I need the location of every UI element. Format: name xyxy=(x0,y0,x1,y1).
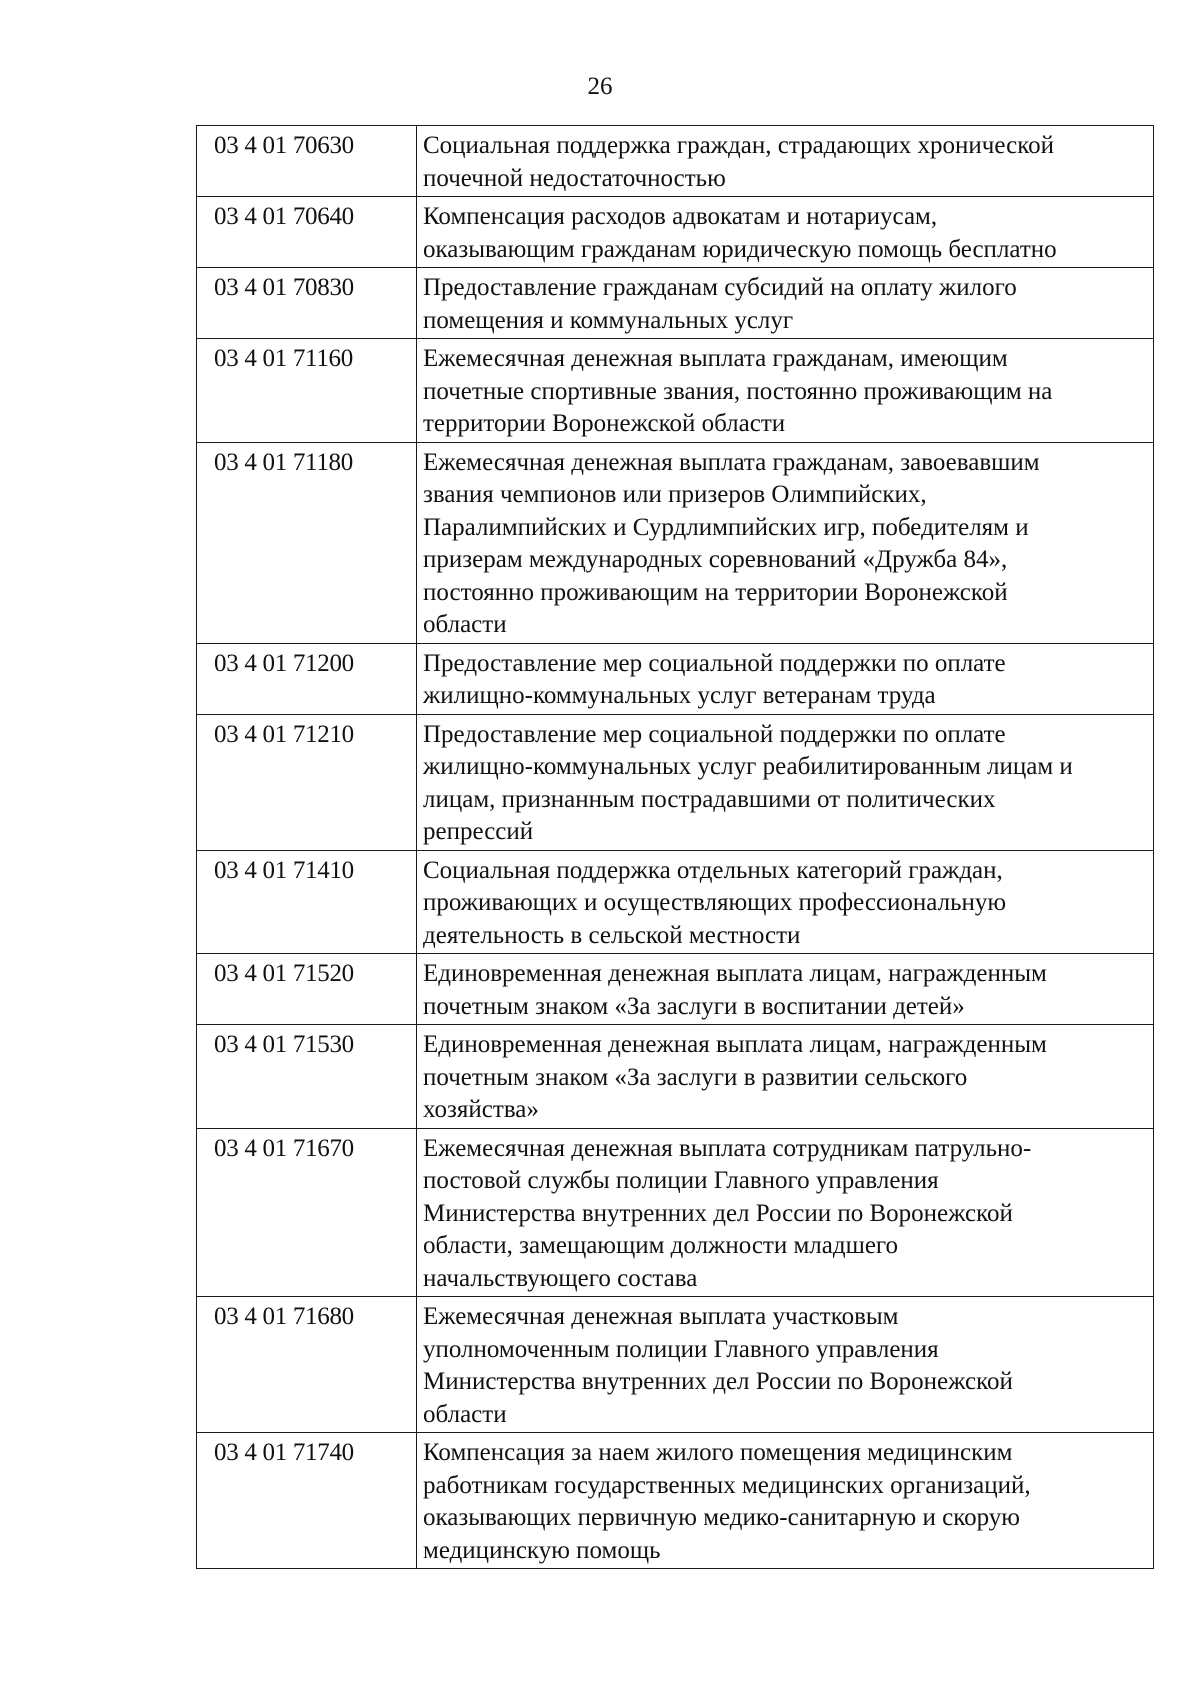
description-line: Единовременная денежная выплата лицам, награжденным xyxy=(423,960,1047,987)
table-row xyxy=(197,126,1154,197)
description-line: Ежемесячная денежная выплата гражданам, завоевавшим xyxy=(423,448,1040,476)
description-line: почечной недостаточностью xyxy=(423,164,726,192)
description-line: жилищно-коммунальных услуг реабилитированным лицам и xyxy=(423,753,1073,780)
description-line: Ежемесячная денежная выплата гражданам, имеющим xyxy=(423,345,1008,372)
description-cell xyxy=(417,954,1154,1025)
description-line: Предоставление мер социальной поддержки по оплате xyxy=(423,720,1006,748)
description-cell xyxy=(417,126,1154,197)
description-line: Единовременная денежная выплата лицам, награжденным xyxy=(423,1031,1047,1058)
budget-code-cell: 03 4 01 71410 xyxy=(197,850,417,954)
description-line: начальствующего состава xyxy=(423,1264,698,1292)
budget-code-cell: 03 4 01 70640 xyxy=(197,197,417,268)
description-line: репрессий xyxy=(423,818,534,845)
description-line: области xyxy=(423,611,507,638)
description-line: проживающих и осуществляющих профессиональную xyxy=(423,889,1007,916)
table-row xyxy=(197,1297,1154,1433)
description-line: Социальная поддержка отдельных категорий граждан, xyxy=(423,856,1003,884)
budget-code-cell: 03 4 01 70630 xyxy=(197,126,417,197)
description-line: Компенсация за наем жилого помещения медицинским xyxy=(423,1439,1013,1466)
description-cell xyxy=(417,1433,1154,1569)
description-line: оказывающих первичную медико-санитарную и скорую xyxy=(423,1504,1020,1531)
description-cell xyxy=(417,850,1154,954)
description-cell xyxy=(417,197,1154,268)
description-line: постовой службы полиции Главного управления xyxy=(423,1167,939,1194)
description-cell xyxy=(417,442,1154,643)
table-row xyxy=(197,268,1154,339)
description-line: уполномоченным полиции Главного управления xyxy=(423,1335,939,1363)
budget-code-cell: 03 4 01 71210 xyxy=(197,714,417,850)
description-line: Министерства внутренних дел России по Воронежской xyxy=(423,1368,1013,1395)
description-cell xyxy=(417,714,1154,850)
description-line: области, замещающим должности младшего xyxy=(423,1232,899,1259)
description-cell xyxy=(417,268,1154,339)
description-line: почетным знаком «За заслуги в воспитании детей» xyxy=(423,992,965,1020)
budget-code-cell: 03 4 01 71530 xyxy=(197,1025,417,1129)
table-row xyxy=(197,197,1154,268)
description-cell xyxy=(417,1128,1154,1297)
budget-code-cell: 03 4 01 71670 xyxy=(197,1128,417,1297)
description-line: работникам государственных медицинских организаций, xyxy=(423,1471,1031,1499)
description-line: лицам, признанным пострадавшими от политических xyxy=(423,785,996,813)
description-line: жилищно-коммунальных услуг ветеранам труда xyxy=(423,682,936,709)
table-row xyxy=(197,643,1154,714)
description-cell xyxy=(417,1025,1154,1129)
description-line: Ежемесячная денежная выплата сотрудникам патрульно- xyxy=(423,1134,1032,1162)
budget-code-cell: 03 4 01 71740 xyxy=(197,1433,417,1569)
table-row xyxy=(197,714,1154,850)
table-row xyxy=(197,339,1154,443)
description-line: хозяйства» xyxy=(423,1096,539,1123)
description-line: оказывающим гражданам юридическую помощь бесплатно xyxy=(423,235,1057,263)
description-line: почетным знаком «За заслуги в развитии сельского xyxy=(423,1063,968,1091)
description-line: Предоставление мер социальной поддержки по оплате xyxy=(423,649,1006,677)
description-line: призерам международных соревнований «Дружба 84», xyxy=(423,546,1008,573)
description-line: помещения и коммунальных услуг xyxy=(423,306,794,334)
table-row xyxy=(197,442,1154,643)
description-cell xyxy=(417,339,1154,443)
budget-code-cell: 03 4 01 71680 xyxy=(197,1297,417,1433)
description-line: области xyxy=(423,1400,507,1428)
description-line: Компенсация расходов адвокатам и нотариусам, xyxy=(423,203,938,230)
budget-code-cell: 03 4 01 70830 xyxy=(197,268,417,339)
table-body xyxy=(197,126,1154,1569)
description-line: Ежемесячная денежная выплата участковым xyxy=(423,1303,899,1330)
description-line: Социальная поддержка граждан, страдающих хронической xyxy=(423,132,1054,159)
description-line: звания чемпионов или призеров Олимпийских, xyxy=(423,481,927,508)
description-line: постоянно проживающим на территории Воронежской xyxy=(423,578,1008,606)
description-line: деятельность в сельской местности xyxy=(423,921,801,949)
description-cell xyxy=(417,1297,1154,1433)
table-row xyxy=(197,1433,1154,1569)
description-line: Паралимпийских и Сурдлимпийских игр, победителям и xyxy=(423,513,1029,541)
description-line: почетные спортивные звания, постоянно проживающим на xyxy=(423,377,1053,405)
description-line: Министерства внутренних дел России по Воронежской xyxy=(423,1199,1013,1227)
table-row xyxy=(197,1128,1154,1297)
budget-code-cell: 03 4 01 71200 xyxy=(197,643,417,714)
description-line: территории Воронежской области xyxy=(423,410,786,437)
table-row xyxy=(197,1025,1154,1129)
table-row xyxy=(197,850,1154,954)
table-row xyxy=(197,954,1154,1025)
description-cell xyxy=(417,643,1154,714)
description-line: медицинскую помощь xyxy=(423,1536,661,1564)
budget-code-cell: 03 4 01 71180 xyxy=(197,442,417,643)
page-number: 26 xyxy=(587,73,613,100)
budget-code-cell: 03 4 01 71160 xyxy=(197,339,417,443)
description-line: Предоставление гражданам субсидий на оплату жилого xyxy=(423,274,1017,301)
budget-code-table xyxy=(196,125,1154,1569)
budget-code-cell: 03 4 01 71520 xyxy=(197,954,417,1025)
